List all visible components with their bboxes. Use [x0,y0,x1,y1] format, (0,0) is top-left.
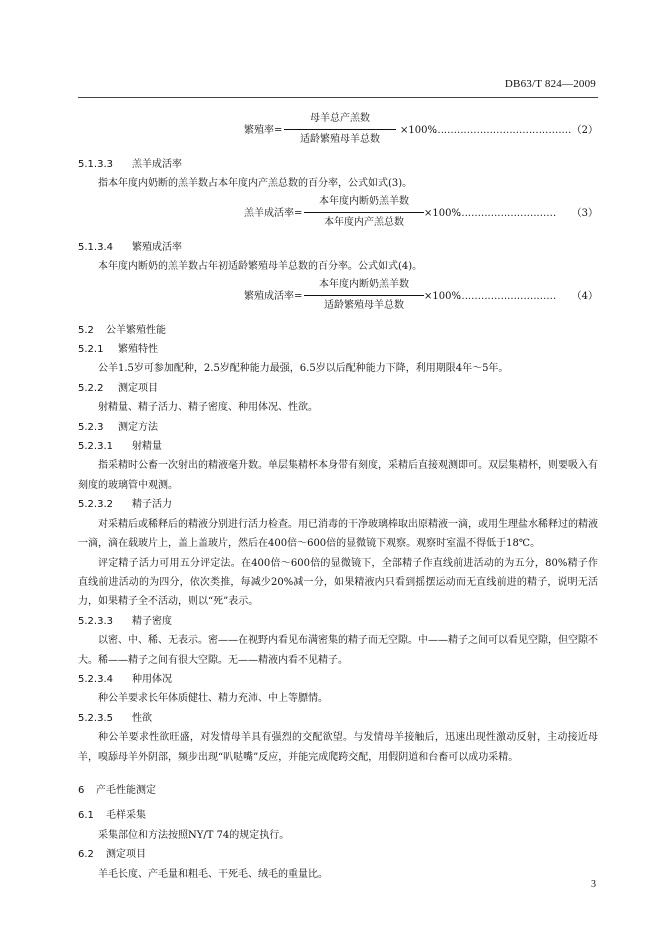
formula-numerator: 本年度内断奶羔羊数 [304,277,424,296]
equation-number: （3） [571,207,598,219]
paragraph: 射精量、精子活力、精子密度、种用体况、性欲。 [98,402,318,414]
formula-fraction [284,111,396,148]
page-number: 3 [591,879,596,890]
formula-fraction [304,194,424,231]
section-heading-5-2-3-2: 5.2.3.2 精子活力 [78,499,172,511]
section-heading-5-1-3-4: 5.1.3.4 繁殖成活率 [78,241,182,253]
section-heading-5-2-1: 5.2.1 繁殖特性 [78,344,158,356]
section-heading-5-2-3: 5.2.3 测定方法 [78,421,158,433]
section-heading-5-2-3-1: 5.2.3.1 射精量 [78,441,162,453]
formula-leader-dots: ………………………… [458,290,557,302]
section-heading-5-2-3-4: 5.2.3.4 种用体况 [78,673,172,685]
formula-leader-dots: ………………………… [458,207,557,219]
paragraph: 羊毛长度、产毛量和粗毛、干死毛、绒毛的重量比。 [98,868,328,880]
section-heading-6-1: 6.1 毛样采集 [78,810,146,822]
paragraph: 对采精后或稀释后的精液分别进行活力检查。用已消毒的干净玻璃棒取出原精液一滴，或用生理盐水稀释过的精液一滴，滴在载玻片上，盖上盖玻片，然后在400倍～600倍的显微镜下观察。观察时室温不得低于18℃。 [78,518,598,550]
paragraph: 评定精子活力可用五分评定法。在400倍～600倍的显微镜下，全部精子作直线前进活动的为五分，80%精子作直线前进活动的为四分，依次类推，每减少20%减一分，如果精液内只看到摇摆运动而无直线前进的精子，说明无活力，如果精子全不活动，则以“死”表示。 [78,557,598,608]
paragraph: 种公羊要求长年体质健壮、精力充沛、中上等膘情。 [98,693,328,705]
document-code: DB63/T 824—2009 [504,78,596,90]
section-heading-6-2: 6.2 测定项目 [78,849,146,861]
section-heading-5-2-2: 5.2.2 测定项目 [78,382,158,394]
section-heading-5-2-3-3: 5.2.3.3 精子密度 [78,615,172,627]
paragraph: 采集部位和方法按照NY/T 74的规定执行。 [98,829,290,841]
formula-fraction [304,277,424,314]
formula-denominator: 适龄繁殖母羊总数 [324,299,404,311]
formula-leader-dots: …………………………………… [434,125,572,136]
paragraph: 以密、中、稀、无表示。密——在视野内看见布满密集的精子而无空隙。中——精子之间可以看见空隙，但空隙不大。稀——精子之间有很大空隙。无——精液内看不见精子。 [78,635,598,666]
section-heading-5-2: 5.2 公羊繁殖性能 [78,324,166,336]
paragraph: 公羊1.5岁可参加配种，2.5岁配种能力最强，6.5岁以后配种能力下降，利用期限4年～5年。 [98,363,509,375]
formula-numerator: 母羊总产羔数 [284,111,396,130]
paragraph: 种公羊要求性欲旺盛，对发情母羊具有强烈的交配欲望。与发情母羊接触后，迅速出现性激动反射，主动接近母羊，嗅舔母羊外阴部，频步出现“叭哒嘴”反应，并能完成爬跨交配，用假阴道和台畜可以成功采精。 [78,732,598,763]
formula-lhs: 繁殖成活率= [244,290,303,302]
formula-times: ×100% [424,290,461,302]
formula-numerator: 本年度内断奶羔羊数 [304,194,424,213]
formula-4 [78,277,598,315]
formula-lhs: 羔羊成活率= [244,207,303,219]
paragraph: 指本年度内奶断的羔羊数占本年度内产羔总数的百分率，公式如式(3)。 [98,178,413,190]
header-divider [78,97,598,98]
formula-denominator: 适龄繁殖母羊总数 [300,134,380,145]
page-body [78,111,598,884]
paragraph: 指采精时公畜一次射出的精液毫升数。单层集精杯本身带有刻度，采精后直接观测即可。双层集精杯，则要吸入有刻度的玻璃管中观测。 [78,460,598,491]
formula-2 [78,111,598,149]
formula-denominator: 本年度内产羔总数 [324,216,404,228]
formula-3 [78,194,598,232]
section-heading-5-2-3-5: 5.2.3.5 性欲 [78,712,152,724]
section-heading-6: 6 产毛性能测定 [78,784,156,796]
equation-number: （4） [571,290,598,302]
formula-lhs: 繁殖率= [244,125,283,136]
equation-number: （2） [571,125,598,136]
formula-times: ×100% [400,125,437,136]
section-heading-5-1-3-3: 5.1.3.3 羔羊成活率 [78,159,182,170]
formula-times: ×100% [424,207,461,219]
paragraph: 本年度内断奶的羔羊数占年初适龄繁殖母羊总数的百分率。公式如式(4)。 [98,261,423,273]
